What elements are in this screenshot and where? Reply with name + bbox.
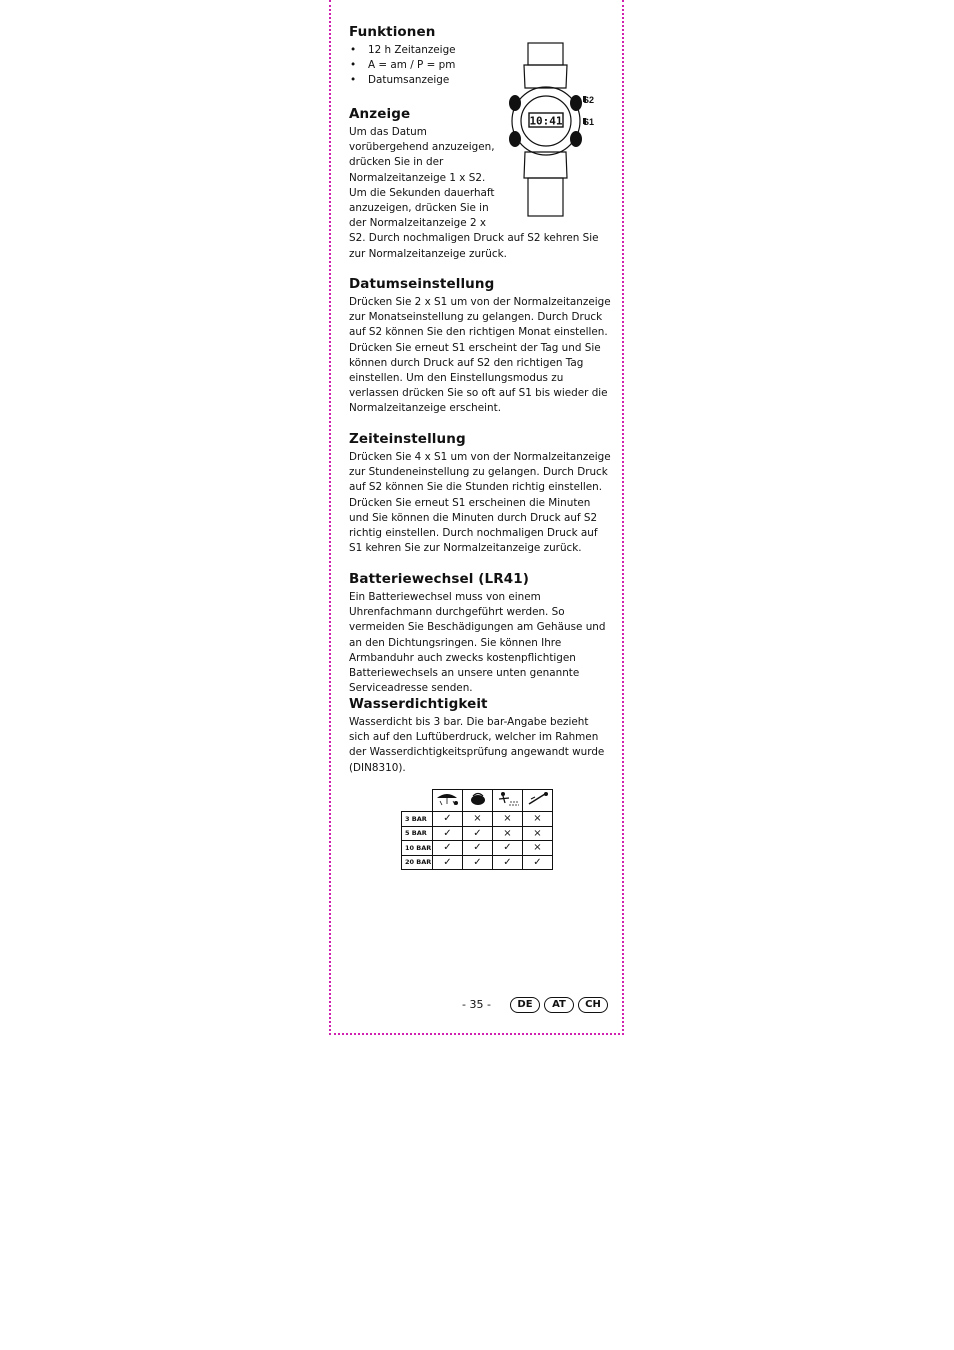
text-line: anzuzeigen, drücken Sie in — [349, 202, 489, 215]
watch-illustration — [500, 40, 600, 220]
table-cell: ✓ — [493, 841, 523, 856]
heading-datumseinstellung: Datumseinstellung — [349, 276, 495, 292]
table-row — [402, 855, 553, 870]
wasser-text: Wasserdicht bis 3 bar. Die bar-Angabe bezieht sich auf den Luftüberdruck, welcher im Rahmen der Wasserdichtigkeitsprüfung angewandt wurde (DIN8310). — [349, 716, 605, 774]
funktionen-list — [349, 43, 519, 89]
swimming-icon — [493, 790, 523, 812]
table-corner — [402, 790, 433, 812]
table-cell: × — [523, 812, 553, 827]
table-row — [402, 812, 553, 827]
section-wasserdichtigkeit — [349, 696, 611, 776]
heading-funktionen: Funktionen — [349, 24, 436, 40]
country-badge-de: DE — [510, 997, 540, 1013]
row-label: 5 BAR — [402, 826, 433, 841]
list-item: • Datumsanzeige — [349, 73, 519, 88]
heading-anzeige: Anzeige — [349, 106, 411, 122]
list-item-subtext: A = am / P = pm — [368, 59, 456, 72]
zeit-text: Drücken Sie 4 x S1 um von der Normalzeitanzeige zur Stundeneinstellung zu gelangen. Durch Druck auf S2 können Sie die Stunden richtig einstellen. Drücken Sie erneut S1 erscheinen die Minuten und Sie können die Minuten durch Druck auf S2 richtig einstellen. Durch nochmaligen Druck auf S1 kehren Sie zur Normalzeitanzeige zurück. — [349, 451, 611, 555]
country-badge-at: AT — [544, 997, 574, 1013]
table-cell: × — [493, 826, 523, 841]
table-cell: × — [523, 826, 553, 841]
text-line: Normalzeitanzeige 1 x S2. — [349, 171, 486, 184]
hand-washing-icon — [463, 790, 493, 812]
datum-text: Drücken Sie 2 x S1 um von der Normalzeitanzeige zur Monatseinstellung zu gelangen. Durch Druck auf S2 können Sie den richtigen Monat einstellen. Drücken Sie erneut S1 erscheint der Tag und Sie können durch Druck auf S2 den richtigen Tag einstellen. Um den Einstellungsmodus zu verlassen drücken Sie so oft auf S1 bis wieder die Normalzeitanzeige erscheint. — [349, 296, 611, 415]
diving-icon — [523, 790, 553, 812]
table-cell: × — [493, 812, 523, 827]
page-number: - 35 - — [462, 998, 491, 1011]
table-header-row — [402, 790, 553, 812]
table-row — [402, 841, 553, 856]
text-line: drücken Sie in der — [349, 156, 444, 169]
section-datumseinstellung — [349, 276, 611, 417]
list-item-continuation — [349, 58, 519, 73]
list-item: • 12 h Zeitanzeige — [349, 43, 519, 58]
text-line: Um die Sekunden dauerhaft — [349, 186, 495, 199]
table-cell: ✓ — [493, 855, 523, 870]
section-funktionen — [349, 24, 519, 89]
heading-zeiteinstellung: Zeiteinstellung — [349, 431, 466, 447]
table-cell: ✓ — [433, 855, 463, 870]
table-cell: ✓ — [463, 826, 493, 841]
rain-splash-icon — [433, 790, 463, 812]
table-cell: ✓ — [433, 826, 463, 841]
table-cell: ✓ — [433, 812, 463, 827]
table-cell: ✓ — [463, 841, 493, 856]
button-label-s2: S2 — [583, 95, 595, 105]
section-zeiteinstellung — [349, 431, 611, 556]
table-row — [402, 826, 553, 841]
row-label: 20 BAR — [402, 855, 433, 870]
table-cell: ✓ — [433, 841, 463, 856]
batterie-text: Ein Batteriewechsel muss von einem Uhrenfachmann durchgeführt werden. So vermeiden Sie Beschädigungen am Gehäuse und an den Dichtungsringen. Sie können Ihre Armbanduhr auch zwecks kostenpflichtigen Batteriewechsels an unsere unten genannte Serviceadresse senden. — [349, 591, 606, 695]
row-label: 10 BAR — [402, 841, 433, 856]
row-label: 3 BAR — [402, 812, 433, 827]
water-resistance-table — [401, 789, 553, 870]
table-cell: ✓ — [463, 855, 493, 870]
page-footer — [0, 997, 954, 1015]
text-line: der Normalzeitanzeige 2 x — [349, 217, 487, 230]
country-badge-ch: CH — [578, 997, 608, 1013]
text-line: vorübergehend anzuzeigen, — [349, 141, 495, 154]
text-line: S2. Durch nochmaligen Druck auf S2 kehren Sie zur Normalzeitanzeige zurück. — [349, 232, 599, 260]
heading-wasserdichtigkeit: Wasserdichtigkeit — [349, 696, 488, 712]
heading-batteriewechsel: Batteriewechsel (LR41) — [349, 571, 529, 587]
section-batteriewechsel — [349, 571, 611, 696]
text-line: Um das Datum — [349, 126, 427, 138]
table-cell: ✓ — [523, 855, 553, 870]
button-label-s1: S1 — [583, 117, 595, 127]
table-cell: × — [463, 812, 493, 827]
table-cell: × — [523, 841, 553, 856]
watch-display-text: 10:41 — [529, 114, 563, 128]
